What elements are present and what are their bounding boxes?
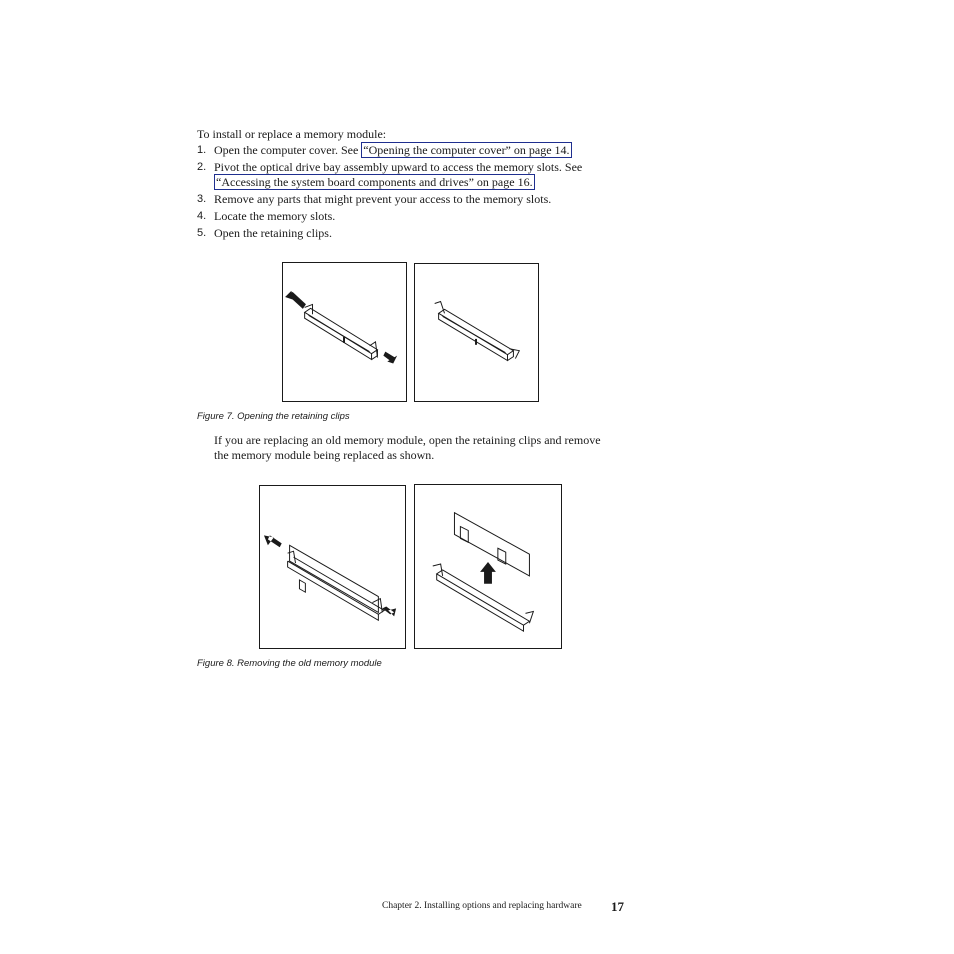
step-number: 3. [197, 193, 207, 205]
arrow-right-icon [382, 606, 396, 616]
intro-text: To install or replace a memory module: [197, 127, 387, 141]
figure7-open-clips-image [282, 262, 407, 402]
memory-slot-illustration [433, 564, 534, 631]
link-opening-cover[interactable]: “Opening the computer cover” on page 14. [363, 143, 570, 157]
step-number: 5. [197, 227, 207, 239]
arrow-left-icon [287, 293, 305, 308]
step-1 [197, 143, 617, 158]
step-number: 2. [197, 161, 207, 173]
memory-module-illustration [454, 513, 529, 576]
arrow-up-icon [480, 562, 496, 584]
step-3 [197, 192, 617, 207]
step-text: Remove any parts that might prevent your access to the memory slots. [214, 192, 552, 206]
figure8-module-removed-image [414, 484, 562, 649]
step-4 [197, 209, 617, 224]
memory-slot-illustration [305, 304, 378, 359]
arrow-left-icon [264, 535, 282, 547]
figure7-caption: Figure 7. Opening the retaining clips [197, 411, 350, 422]
figure8-module-in-slot-image [259, 485, 406, 649]
step-text: Open the retaining clips. [214, 226, 332, 240]
step-text: Open the computer cover. See [214, 143, 362, 157]
step-number: 4. [197, 210, 207, 222]
arrow-right-icon [383, 352, 397, 364]
step-2 [197, 160, 617, 190]
replace-paragraph: If you are replacing an old memory module, open the retaining clips and remove the memory module being replaced as shown. [214, 433, 601, 462]
memory-slot-illustration [435, 302, 520, 361]
link-accessing-components[interactable]: “Accessing the system board components and drives” on page 16. [216, 175, 533, 189]
figure8-caption: Figure 8. Removing the old memory module [197, 658, 382, 669]
page-number: 17 [611, 899, 624, 914]
footer-chapter: Chapter 2. Installing options and replacing hardware [382, 901, 582, 911]
step-text: Locate the memory slots. [214, 209, 336, 223]
step-5 [197, 226, 617, 241]
step-number: 1. [197, 144, 207, 156]
steps-list [197, 143, 617, 243]
step-text: Pivot the optical drive bay assembly upward to access the memory slots. See [214, 160, 583, 174]
memory-module-illustration [288, 545, 385, 620]
figure7-slot-open-image [414, 263, 539, 402]
